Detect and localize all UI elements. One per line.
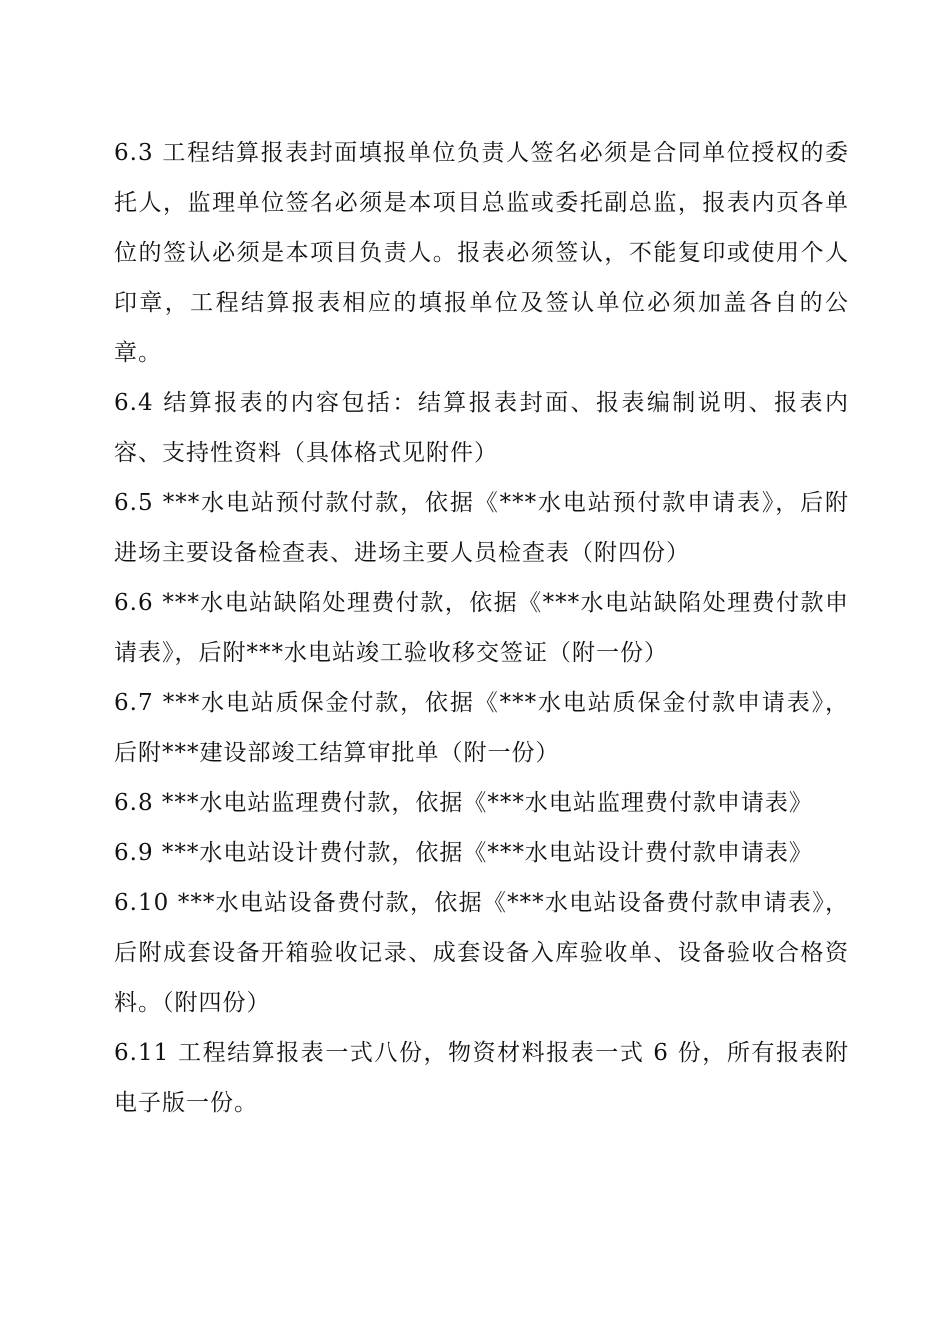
paragraph-6-4: 6.4 结算报表的内容包括：结算报表封面、报表编制说明、报表内容、支持性资料（具体格式见附件） — [114, 390, 849, 466]
paragraph-6-10: 6.10 ***水电站设备费付款，依据《***水电站设备费付款申请表》，后附成套设备开箱验收记录、成套设备入库验收单、设备验收合格资料。（附四份） — [114, 890, 849, 1016]
paragraph-6-5: 6.5 ***水电站预付款付款，依据《***水电站预付款申请表》，后附进场主要设备检查表、进场主要人员检查表（附四份） — [114, 490, 849, 566]
paragraph-6-8: 6.8 ***水电站监理费付款，依据《***水电站监理费付款申请表》 — [114, 790, 813, 816]
paragraph-6-11: 6.11 工程结算报表一式八份，物资材料报表一式 6 份，所有报表附电子版一份。 — [114, 1040, 849, 1116]
paragraph-6-6: 6.6 ***水电站缺陷处理费付款，依据《***水电站缺陷处理费付款申请表》，后附***水电站竣工验收移交签证（附一份） — [114, 590, 849, 666]
paragraph-6-7: 6.7 ***水电站质保金付款，依据《***水电站质保金付款申请表》，后附***建设部竣工结算审批单（附一份） — [114, 690, 849, 766]
paragraph-6-9: 6.9 ***水电站设计费付款，依据《***水电站设计费付款申请表》 — [114, 840, 813, 866]
document-body — [114, 128, 849, 1128]
paragraph-6-3: 6.3 工程结算报表封面填报单位负责人签名必须是合同单位授权的委托人，监理单位签名必须是本项目总监或委托副总监，报表内页各单位的签认必须是本项目负责人。报表必须签认，不能复印或使用个人印章，工程结算报表相应的填报单位及签认单位必须加盖各自的公章。 — [114, 140, 849, 366]
